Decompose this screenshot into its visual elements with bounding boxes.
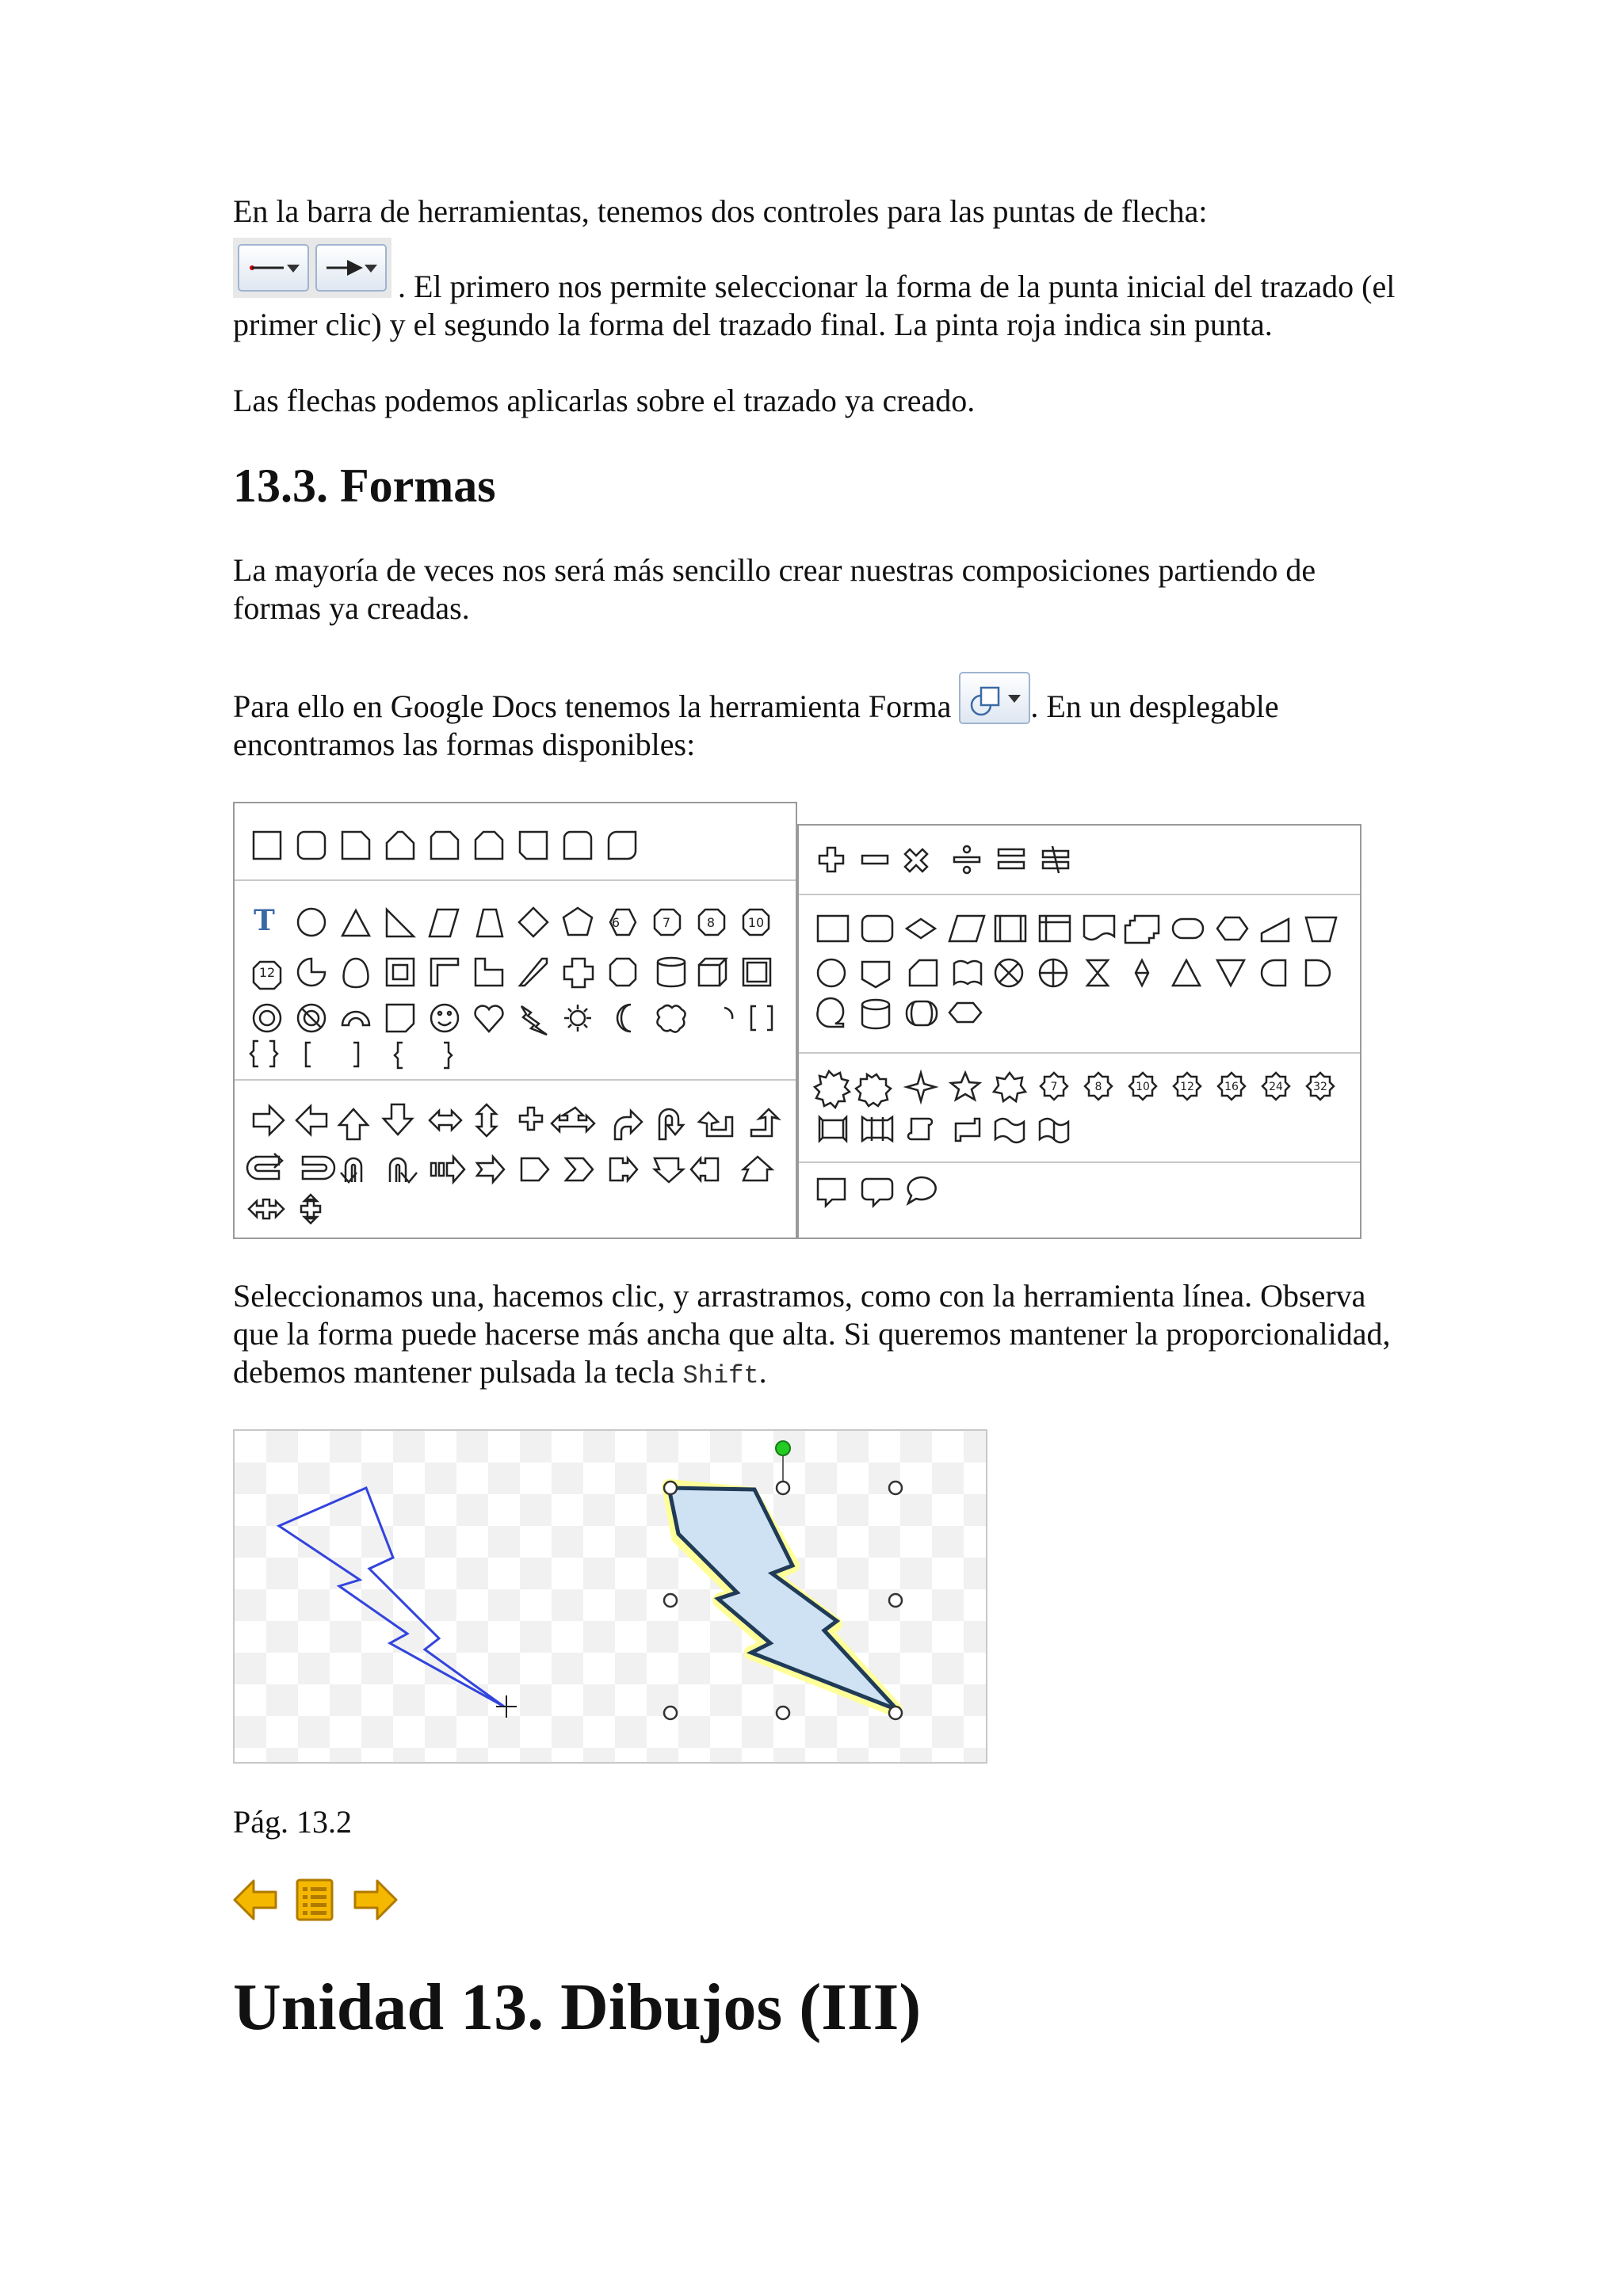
resize-handle[interactable] (777, 1482, 789, 1494)
heptagon-label: 7 (662, 915, 671, 930)
heptagon-label: 6 (611, 915, 621, 930)
section-paragraph-2 (233, 688, 1406, 764)
section-paragraph-3 (233, 1277, 1406, 1395)
decagon-label: 10 (747, 915, 765, 930)
nav-index-link[interactable] (295, 1878, 334, 1926)
arrow-left-icon (231, 1878, 279, 1922)
resize-handle[interactable] (664, 1707, 677, 1719)
nav-prev-link[interactable] (231, 1878, 279, 1926)
octagon-label: 8 (706, 915, 716, 930)
resize-handle[interactable] (664, 1594, 677, 1607)
nav-next-link[interactable] (352, 1878, 399, 1926)
paragraph-3-end: . (758, 1354, 767, 1390)
flowchart-shapes-grid[interactable] (799, 826, 1363, 1241)
next-unit-title: Unidad 13. Dibujos (III) (233, 1970, 922, 2044)
star-16-label: 16 (1224, 1081, 1239, 1093)
shape-icon (964, 673, 1011, 723)
resize-handle[interactable] (889, 1707, 902, 1719)
shape-tool-button[interactable] (959, 672, 1030, 724)
star-12-label: 12 (1180, 1081, 1194, 1093)
paragraph-2-start: Para ello en Google Docs tenemos la herramienta Forma (233, 688, 952, 724)
star-8-label: 8 (1094, 1081, 1102, 1093)
lightning-bolt-shape-selected[interactable] (669, 1488, 897, 1710)
intro-line-1: En la barra de herramientas, tenemos dos controles para las puntas de flecha: (233, 193, 1208, 229)
arrow-right-icon (352, 1878, 399, 1922)
section-heading: 13.3. Formas (233, 460, 496, 512)
intro-line-3: Las flechas podemos aplicarlas sobre el trazado ya creado. (233, 383, 976, 418)
drawing-canvas[interactable] (233, 1429, 987, 1764)
page-number: Pág. 13.2 (233, 1804, 352, 1840)
star-7-label: 7 (1050, 1081, 1058, 1093)
paragraph-2-end: . En un desplegable encontramos las formas disponibles: (233, 688, 1279, 762)
svg-text:T: T (254, 904, 275, 937)
star-32-label: 32 (1313, 1081, 1327, 1093)
star-24-label: 24 (1269, 1081, 1283, 1093)
resize-handle[interactable] (889, 1594, 902, 1607)
dodecagon-label: 12 (258, 965, 276, 980)
list-icon (295, 1878, 334, 1922)
star-10-label: 10 (1136, 1081, 1150, 1093)
shift-key: Shift (682, 1361, 759, 1390)
basic-shapes-grid[interactable] (235, 803, 799, 1241)
lightning-bolt-shape-drawing (279, 1488, 504, 1707)
shapes-panel-flowchart (797, 824, 1361, 1239)
chevron-down-icon (1008, 695, 1021, 703)
intro-line-2: . El primero nos permite seleccionar la forma de la punta inicial del trazado (el primer clic) y el segundo la forma del trazado final. La pinta roja indica sin punta. (233, 269, 1396, 342)
rotate-handle[interactable] (776, 1441, 790, 1455)
resize-handle[interactable] (889, 1482, 902, 1494)
resize-handle[interactable] (664, 1482, 677, 1494)
resize-handle[interactable] (777, 1707, 789, 1719)
lightning-bolt-example (235, 1431, 986, 1762)
paragraph-3-text: Seleccionamos una, hacemos clic, y arrastramos, como con la herramienta línea. Observa que la forma puede hacerse más ancha que alta. Si queremos mantener la proporcionalidad, debemos mantener pulsada la tecla (233, 1278, 1391, 1390)
section-paragraph-1: La mayoría de veces nos será más sencillo crear nuestras composiciones partiendo de formas ya creadas. (233, 552, 1316, 626)
shapes-panel-basic (233, 802, 797, 1239)
